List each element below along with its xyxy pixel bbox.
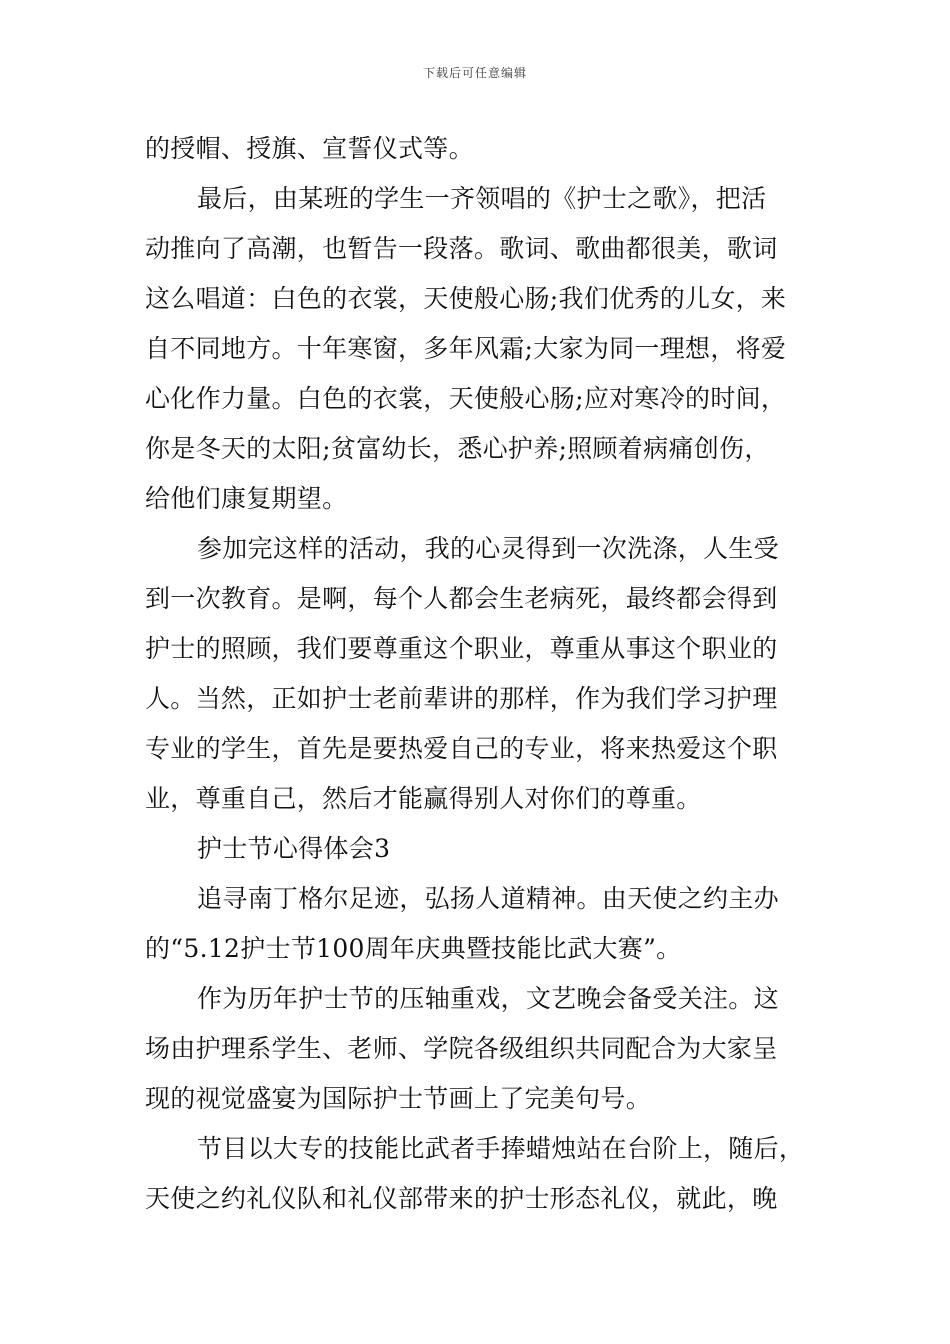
- text-line: 的授帽、授旗、宣誓仪式等。: [145, 134, 474, 163]
- body-text: [145, 124, 825, 1224]
- text-line: 你是冬天的太阳;贫富幼长，悉心护养;照顾着病痛创伤，: [145, 434, 770, 463]
- text-line: 自不同地方。十年寒窗，多年风霜;大家为同一理想，将爱: [145, 334, 787, 363]
- section-heading: 护士节心得体会3: [197, 834, 391, 863]
- text-line: 追寻南丁格尔足迹，弘扬人道精神。由天使之约主办: [197, 884, 779, 913]
- text-line: 天使之约礼仪队和礼仪部带来的护士形态礼仪，就此，晚: [145, 1184, 778, 1213]
- text-line: 人。当然，正如护士老前辈讲的那样，作为我们学习护理: [145, 684, 778, 713]
- text-line: 心化作力量。白色的衣裳，天使般心肠;应对寒冷的时间，: [145, 384, 787, 413]
- text-line: 作为历年护士节的压轴重戏，文艺晚会备受关注。这: [197, 984, 779, 1013]
- text-line: 的“5.12护士节100周年庆典暨技能比武大赛”。: [145, 934, 682, 963]
- text-line: 节目以大专的技能比武者手捧蜡烛站在台阶上，随后，: [197, 1134, 805, 1163]
- text-line: 专业的学生，首先是要热爱自己的专业，将来热爱这个职: [145, 734, 778, 763]
- text-line: 给他们康复期望。: [145, 484, 348, 513]
- text-line: 护士的照顾，我们要尊重这个职业，尊重从事这个职业的: [145, 634, 778, 663]
- text-line: 现的视觉盛宴为国际护士节画上了完美句号。: [145, 1084, 652, 1113]
- text-line: 到一次教育。是啊，每个人都会生老病死，最终都会得到: [145, 584, 778, 613]
- text-line: 场由护理系学生、老师、学院各级组织共同配合为大家呈: [145, 1034, 778, 1063]
- page-header: 下载后可任意编辑: [422, 66, 527, 80]
- text-line: 参加完这样的活动，我的心灵得到一次洗涤，人生受: [197, 534, 779, 563]
- text-line: 动推向了高潮，也暂告一段落。歌词、歌曲都很美，歌词: [145, 234, 778, 263]
- text-line: 最后，由某班的学生一齐领唱的《护士之歌》，把活: [197, 184, 767, 213]
- text-line: 业，尊重自己，然后才能赢得别人对你们的尊重。: [145, 784, 702, 813]
- text-line: 这么唱道：白色的衣裳，天使般心肠;我们优秀的儿女，来: [145, 284, 787, 313]
